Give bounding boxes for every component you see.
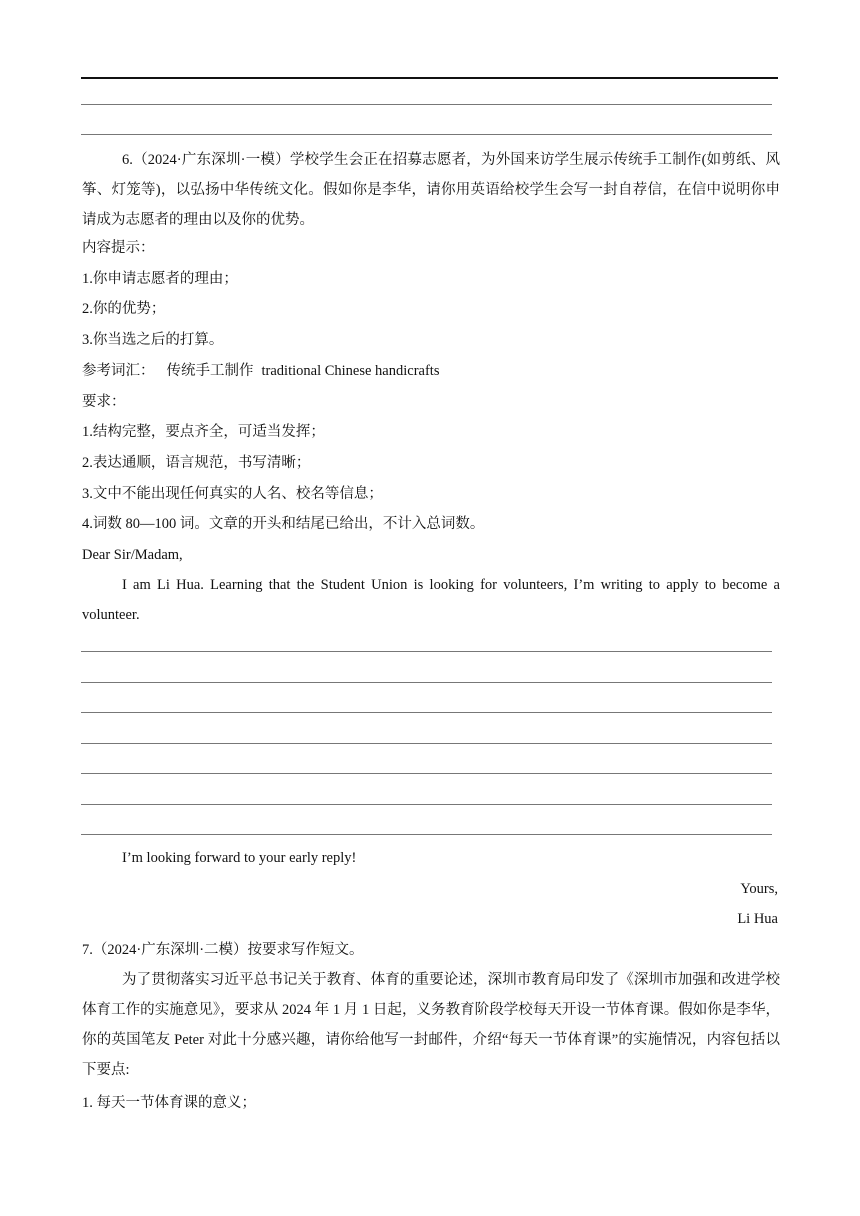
letter-closing: I’m looking forward to your early reply! [122,850,357,866]
answer-line [81,834,772,835]
q6-vocab [82,361,439,381]
q7-title: 7.（2024·广东深圳·二模）按要求写作短文。 [82,942,364,958]
letter-signature: Li Hua [737,911,778,927]
answer-line [81,134,772,135]
answer-line [81,104,772,105]
q6-hint-item: 1.你申请志愿者的理由； [82,271,238,287]
answer-line [81,773,772,774]
q6-req-item: 2.表达通顺，语言规范，书写清晰； [82,455,311,471]
vocab-label: 参考词汇： [82,363,155,379]
q6-req-title: 要求： [82,394,126,410]
letter-salutation: Dear Sir/Madam, [82,547,183,563]
q6-req-item: 4.词数 80—100 词。文章的开头和结尾已给出，不计入总词数。 [82,516,485,532]
answer-line [81,804,772,805]
letter-opening: I am Li Hua. Learning that the Student Union is looking for volunteers, I’m writing to apply to become a volunteer. [82,577,780,623]
q6-req-item: 1.结构完整，要点齐全，可适当发挥； [82,424,325,440]
q7-body: 为了贯彻落实习近平总书记关于教育、体育的重要论述，深圳市教育局印发了《深圳市加强和改进学校体育工作的实施意见》，要求从 2024 年 1 月 1 日起，义务教育阶段学校每天开设一节体育课。假如你是李华，你的英国笔友 Peter 对此十分感兴趣，请你给他写一封邮件，介绍“每天一节体育课”的实施情况，内容包括以下要点: [82,972,780,1078]
q6-hints-title: 内容提示： [82,240,155,256]
answer-line [81,651,772,652]
q6-intro: 6.（2024·广东深圳·一模）学校学生会正在招募志愿者，为外国来访学生展示传统手工制作(如剪纸、风筝、灯笼等)，以弘扬中华传统文化。假如你是李华，请你用英语给校学生会写一封自荐信，在信中说明你申请成为志愿者的理由以及你的优势。 [82,152,780,228]
q6-hint-item: 2.你的优势； [82,301,166,317]
answer-line [81,743,772,744]
answer-line [81,682,772,683]
q6-req-item: 3.文中不能出现任何真实的人名、校名等信息； [82,486,383,502]
q6-hint-item: 3.你当选之后的打算。 [82,332,224,348]
answer-line-top [81,77,778,79]
vocab-english: traditional Chinese handicrafts [261,363,440,379]
answer-line [81,712,772,713]
letter-signoff: Yours, [740,881,778,897]
vocab-term: 传统手工制作 [166,363,254,379]
q7-point: 1. 每天一节体育课的意义； [82,1095,256,1111]
